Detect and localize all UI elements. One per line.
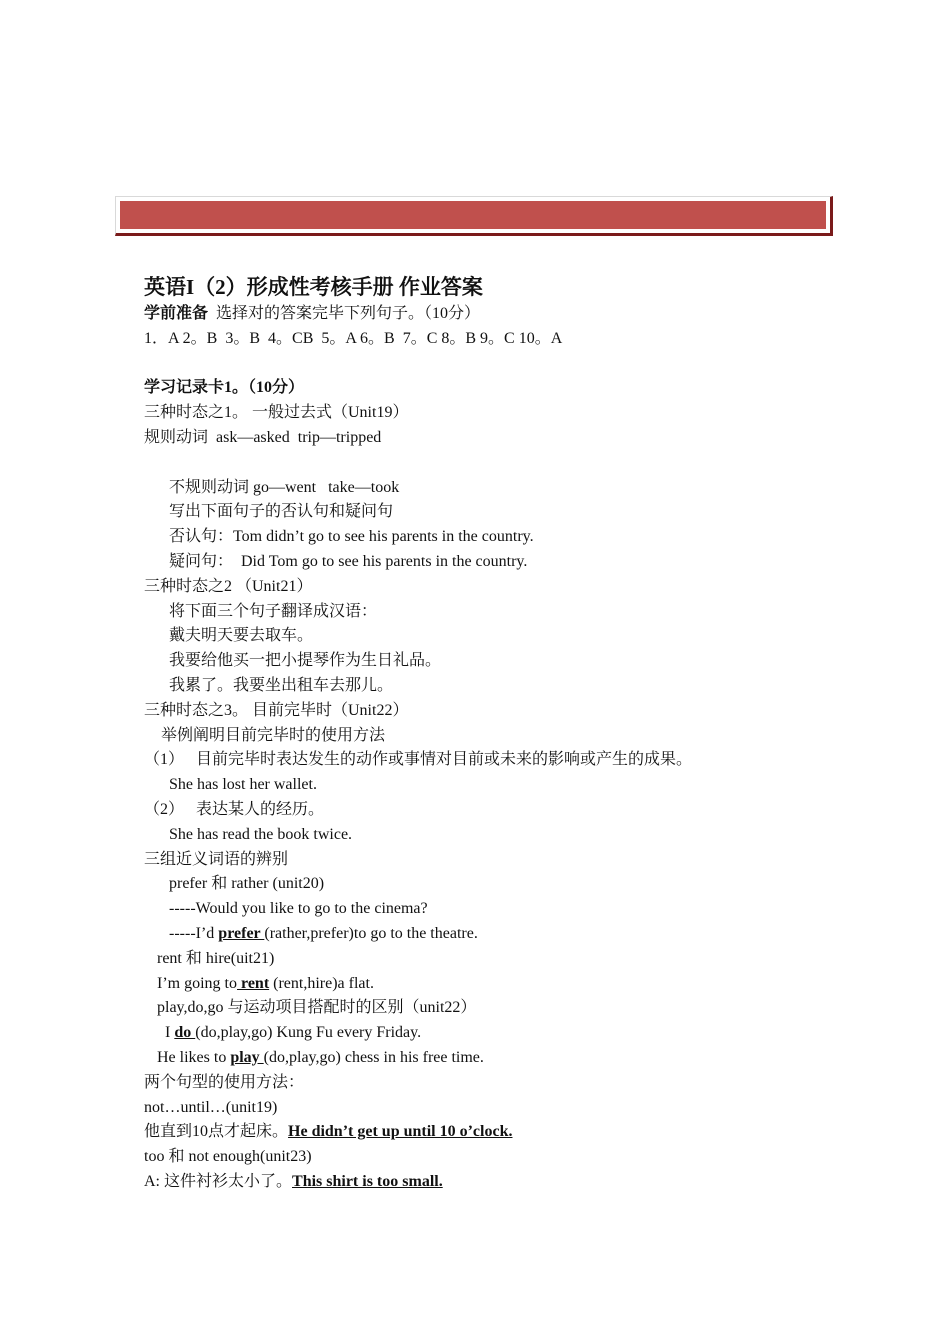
rent-line [144,972,844,997]
spacer [144,352,844,377]
usage-1-example: She has lost her wallet. [169,776,317,794]
prefer-answer-line [144,922,844,947]
do-line [144,1021,844,1046]
question-sentence: 疑问句： Did Tom go to see his parents in the country. [169,552,528,570]
prefer-title: prefer 和 rather (unit20) [169,875,325,893]
header-banner [115,196,833,236]
until-line [144,1120,844,1145]
translation-3: 我累了。我要坐出租车去那儿。 [169,676,394,694]
tense3-title: 三种时态之3。 目前完毕时（Unit22） [144,701,409,719]
translate-title: 将下面三个句子翻译成汉语： [169,602,378,620]
pre-answers: 1．A 2。B 3。B 4。CB 5。A 6。B 7。C 8。B 9。C 10。A [144,329,563,347]
play-pre: He likes to [157,1048,231,1066]
tense2-title: 三种时态之2 （Unit21） [144,577,313,595]
pre-section-line [144,302,844,327]
prefer-answer-pre: -----I’d [169,924,219,942]
play-line [144,1046,844,1071]
document-body [144,272,844,1195]
play-post: (do,play,go) chess in his free time. [263,1048,484,1066]
neg-question-title: 写出下面句子的否认句和疑问句 [169,503,394,521]
usage-2: （2） 表达某人的经历。 [144,800,325,818]
regular-verbs: 规则动词 ask—asked trip—tripped [144,428,382,446]
prefer-answer: prefer [218,924,265,942]
prefer-question: -----Would you like to go to the cinema? [169,900,428,918]
rent-title: rent 和 hire(uit21) [157,949,275,967]
page-title: 英语I（2）形成性考核手册 作业答案 [144,275,483,299]
spacer [144,451,844,476]
play-title: play,do,go 与运动项目搭配时的区别（unit22） [157,999,477,1017]
too-title: too 和 not enough(unit23) [144,1148,312,1166]
too-pre: A: 这件衬衫太小了。 [144,1172,293,1190]
synonyms-title: 三组近义词语的辨别 [144,850,289,868]
too-answer: This shirt is too small. [292,1172,443,1190]
until-answer: He didn’t get up until 10 o’clock. [288,1123,513,1141]
too-line [144,1170,844,1195]
until-title: not…until…(unit19) [144,1098,278,1116]
rent-post: (rent,hire)a flat. [269,974,374,992]
do-answer: do [174,1024,196,1042]
translation-2: 我要给他买一把小提琴作为生日礼品。 [169,652,442,670]
translation-1: 戴夫明天要去取车。 [169,627,314,645]
rent-pre: I’m going to [157,974,237,992]
pre-instruction: 选择对的答案完毕下列句子。（10分） [208,305,481,322]
until-pre: 他直到10点才起床。 [144,1123,289,1141]
usage-2-example: She has read the book twice. [169,825,353,843]
do-post: (do,play,go) Kung Fu every Friday. [195,1024,422,1042]
card1-heading: 学习记录卡1。（10分） [144,379,305,397]
pre-label: 学前准备 [144,305,209,322]
play-answer: play [230,1048,264,1066]
usage-title: 举例阐明目前完毕时的使用方法 [161,726,386,744]
tense1-title: 三种时态之1。 一般过去式（Unit19） [144,404,409,422]
usage-1: （1） 目前完毕时表达发生的动作或事情对目前或未来的影响或产生的成果。 [144,751,693,769]
prefer-answer-post: (rather,prefer)to go to the theatre. [264,924,478,942]
negative-sentence: 否认句：Tom didn’t go to see his parents in the country. [169,528,534,546]
pattern-title: 两个句型的使用方法： [144,1073,305,1091]
irregular-verbs: 不规则动词 go—went take—took [169,478,400,496]
rent-answer: rent [237,974,270,992]
header-banner-fill [120,201,826,229]
do-pre: I [165,1024,175,1042]
